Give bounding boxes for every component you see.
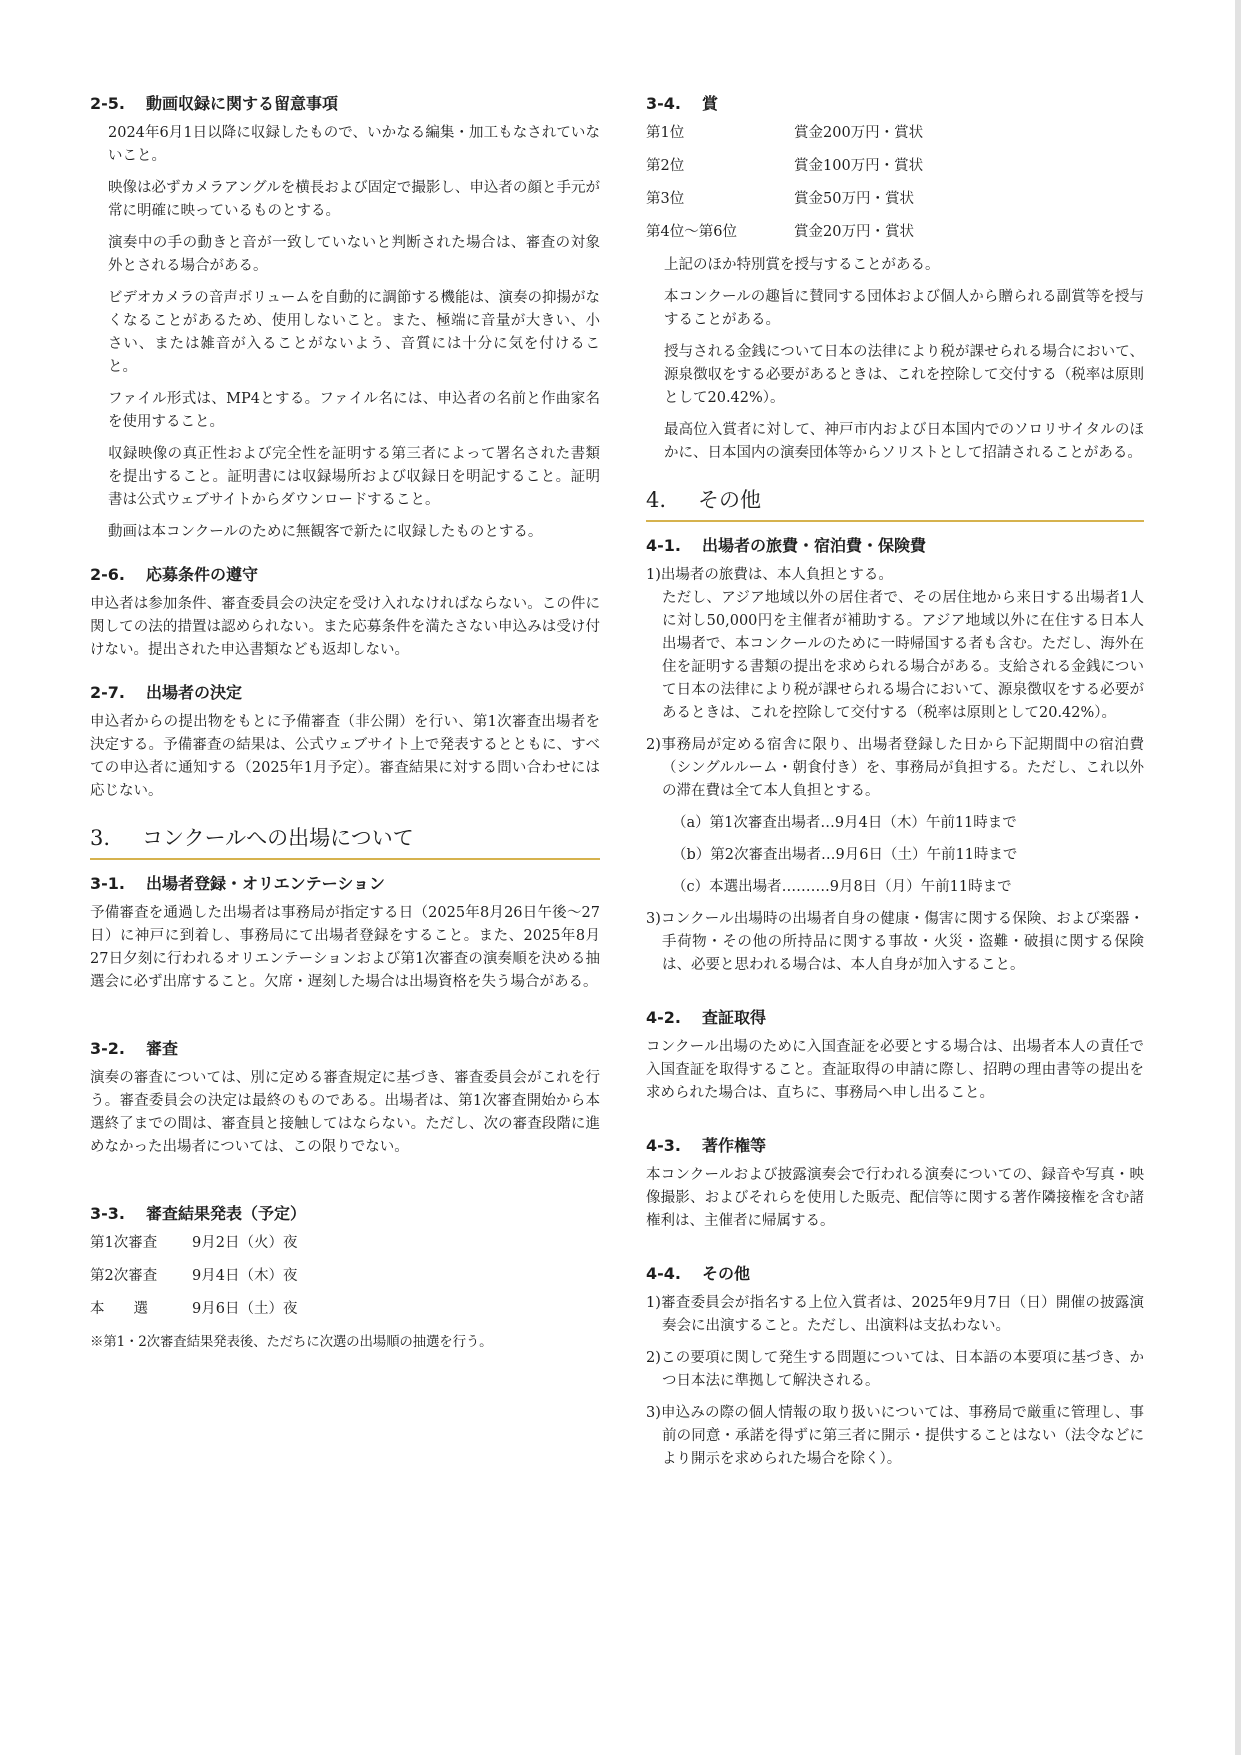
schedule-label: 第2次審査 — [90, 1268, 158, 1284]
prize-rank: 第3位 — [646, 191, 685, 207]
chapter-title: コンクールへの出場について — [142, 826, 414, 850]
prize-rank: 第2位 — [646, 158, 685, 174]
schedule-row — [90, 1298, 600, 1321]
scan-edge — [1235, 0, 1241, 1755]
prize-row — [646, 188, 1144, 211]
paragraph: 申込者からの提出物をもとに予備審査（非公開）を行い、第1次審査出場者を決定する。予備審査の結果は、公式ウェブサイト上で発表するとともに、すべての申込者に通知する（2025年1月予定）。審査結果に対する問い合わせには応じない。 — [90, 714, 600, 799]
list-item-body: ただし、アジア地域以外の居住者で、その居住地から来日する出場者1人に対し50,000円を主催者が補助する。アジア地域以外に在住する日本人出場者で、本コンクールのために一時帰国する者も含む。ただし、海外在住を証明する書類の提出を求められる場合がある。支給される金銭について日本の法律により税が課せられる場合において、源泉徴収をする必要があるときは、これを控除して交付する（税率は原則として20.42%）。 — [662, 590, 1144, 721]
chapter-heading-3 — [90, 824, 600, 860]
section-number: 4-2. — [646, 1008, 681, 1027]
section-title: 出場者の旅費・宿泊費・保険費 — [702, 536, 927, 555]
prize-row — [646, 155, 1144, 178]
section-number: 3-1. — [90, 874, 125, 893]
schedule-value: 9月6日（土）夜 — [192, 1301, 298, 1317]
list-subitem: （c）本選出場者……….9月8日（月）午前11時まで — [672, 879, 1012, 895]
paragraph: 演奏中の手の動きと音が一致していないと判断された場合は、審査の対象外とされる場合がある。 — [108, 235, 600, 274]
schedule-label: 本 選 — [90, 1301, 148, 1317]
paragraph: 予備審査を通過した出場者は事務局が指定する日（2025年8月26日午後～27日）に神戸に到着し、事務局にて出場者登録をすること。また、2025年8月27日夕刻に行われるオリエンテーションおよび第1次審査の演奏順を決める抽選会に必ず出席すること。欠席・遅刻した場合は出場資格を失う場合がある。 — [90, 905, 600, 990]
paragraph: 2024年6月1日以降に収録したもので、いかなる編集・加工もなされていないこと。 — [108, 125, 600, 164]
section-heading-4-3 — [646, 1136, 1144, 1156]
section-heading-3-4 — [646, 94, 1144, 114]
section-heading-3-2 — [90, 1039, 600, 1059]
paragraph: 授与される金銭について日本の法律により税が課せられる場合において、源泉徴収をする必要があるときは、これを控除して交付する（税率は原則として20.42%）。 — [664, 344, 1144, 406]
list-item: 2)事務局が定める宿舎に限り、出場者登録した日から下記期間中の宿泊費（シングルルーム・朝食付き）を、事務局が負担する。ただし、これ以外の滞在費は全て本人負担とする。 — [646, 737, 1144, 799]
section-number: 2-6. — [90, 565, 125, 584]
paragraph: 映像は必ずカメラアングルを横長および固定で撮影し、申込者の顔と手元が常に明確に映っているものとする。 — [108, 180, 601, 219]
paragraph: 本コンクールの趣旨に賛同する団体および個人から贈られる副賞等を授与することがある。 — [664, 289, 1144, 328]
schedule-value: 9月4日（木）夜 — [192, 1268, 298, 1284]
chapter-number: 4. — [646, 488, 667, 512]
right-column — [646, 94, 1144, 1480]
prize-row — [646, 221, 1144, 244]
chapter-heading-4 — [646, 486, 1144, 522]
chapter-title: その他 — [698, 488, 761, 512]
section-title: 出場者登録・オリエンテーション — [146, 874, 386, 893]
section-title: 審査結果発表（予定） — [146, 1204, 307, 1223]
schedule-note: ※第1・2次審査結果発表後、ただちに次選の出場順の抽選を行う。 — [90, 1334, 493, 1350]
section-number: 3-3. — [90, 1204, 125, 1223]
list-subitem: （b）第2次審査出場者…9月6日（土）午前11時まで — [672, 847, 1018, 863]
section-title: 査証取得 — [702, 1008, 767, 1027]
section-title: 賞 — [702, 94, 719, 113]
list-item: 1)出場者の旅費は、本人負担とする。 — [646, 567, 893, 583]
section-heading-4-4 — [646, 1264, 1144, 1284]
paragraph: ビデオカメラの音声ボリュームを自動的に調節する機能は、演奏の抑揚がなくなることがあるため、使用しないこと。また、極端に音量が大きい、小さい、または雑音が入ることがないよう、音質には十分に気を付けること。 — [108, 290, 600, 375]
prize-rank: 第4位～第6位 — [646, 224, 737, 240]
paragraph: コンクール出場のために入国査証を必要とする場合は、出場者本人の責任で入国査証を取得すること。査証取得の申請に際し、招聘の理由書等の提出を求められた場合は、直ちに、事務局へ申し出ること。 — [646, 1039, 1144, 1101]
prize-award: 賞金50万円・賞状 — [794, 191, 914, 207]
paragraph: 動画は本コンクールのために無観客で新たに収録したものとする。 — [108, 524, 543, 540]
section-heading-3-3 — [90, 1204, 600, 1224]
section-number: 3-2. — [90, 1039, 125, 1058]
section-number: 4-1. — [646, 536, 681, 555]
paragraph: 本コンクールおよび披露演奏会で行われる演奏についての、録音や写真・映像撮影、およびそれらを使用した販売、配信等に関する著作隣接権を含む諸権利は、主催者に帰属する。 — [646, 1167, 1144, 1229]
schedule-value: 9月2日（火）夜 — [192, 1235, 298, 1251]
chapter-number: 3. — [90, 826, 111, 850]
section-title: 出場者の決定 — [146, 683, 243, 702]
section-number: 2-5. — [90, 94, 125, 113]
section-heading-2-6 — [90, 565, 600, 585]
section-title: その他 — [702, 1264, 751, 1283]
paragraph: 上記のほか特別賞を授与することがある。 — [664, 257, 940, 273]
paragraph: 最高位入賞者に対して、神戸市内および日本国内でのソロリサイタルのほかに、日本国内の演奏団体等からソリストとして招請されることがある。 — [664, 422, 1144, 461]
left-column — [90, 94, 600, 1353]
section-title: 動画収録に関する留意事項 — [146, 94, 339, 113]
section-title: 著作権等 — [702, 1136, 767, 1155]
paragraph: 申込者は参加条件、審査委員会の決定を受け入れなければならない。この件に関しての法的措置は認められない。また応募条件を満たさない申込みは受け付けない。提出された申込書類なども返却しない。 — [90, 596, 600, 658]
prize-award: 賞金20万円・賞状 — [794, 224, 914, 240]
prize-row — [646, 122, 1144, 145]
list-item: 3)コンクール出場時の出場者自身の健康・傷害に関する保険、および楽器・手荷物・その他の所持品に関する事故・火災・盗難・破損に関する保険は、必要と思われる場合は、本人自身が加入すること。 — [646, 911, 1144, 973]
list-subitem: （a）第1次審査出場者…9月4日（木）午前11時まで — [672, 815, 1017, 831]
schedule-label: 第1次審査 — [90, 1235, 158, 1251]
section-heading-2-5 — [90, 94, 600, 114]
section-title: 応募条件の遵守 — [146, 565, 259, 584]
section-heading-3-1 — [90, 874, 600, 894]
section-heading-4-2 — [646, 1008, 1144, 1028]
list-item: 1)審査委員会が指名する上位入賞者は、2025年9月7日（日）開催の披露演奏会に出演すること。ただし、出演料は支払わない。 — [646, 1295, 1144, 1334]
list-item: 3)申込みの際の個人情報の取り扱いについては、事務局で厳重に管理し、事前の同意・承諾を得ずに第三者に開示・提供することはない（法令などにより開示を求められた場合を除く）。 — [646, 1405, 1144, 1467]
paragraph: 演奏の審査については、別に定める審査規定に基づき、審査委員会がこれを行う。審査委員会の決定は最終のものである。出場者は、第1次審査開始から本選終了までの間は、審査員と接触してはならない。ただし、次の審査段階に進めなかった出場者については、この限りでない。 — [90, 1070, 600, 1155]
section-number: 4-3. — [646, 1136, 681, 1155]
paragraph: 収録映像の真正性および完全性を証明する第三者によって署名された書類を提出すること。証明書には収録場所および収録日を明記すること。証明書は公式ウェブサイトからダウンロードすること。 — [108, 446, 600, 508]
section-number: 3-4. — [646, 94, 681, 113]
prize-rank: 第1位 — [646, 125, 685, 141]
section-heading-4-1 — [646, 536, 1144, 556]
paragraph: ファイル形式は、MP4とする。ファイル名には、申込者の名前と作曲家名を使用すること。 — [108, 391, 600, 430]
schedule-row — [90, 1232, 600, 1255]
prize-award: 賞金200万円・賞状 — [794, 125, 924, 141]
section-number: 4-4. — [646, 1264, 681, 1283]
section-title: 審査 — [146, 1039, 179, 1058]
prize-award: 賞金100万円・賞状 — [794, 158, 924, 174]
list-item: 2)この要項に関して発生する問題については、日本語の本要項に基づき、かつ日本法に準拠して解決される。 — [646, 1350, 1144, 1389]
section-heading-2-7 — [90, 683, 600, 703]
section-number: 2-7. — [90, 683, 125, 702]
schedule-row — [90, 1265, 600, 1288]
